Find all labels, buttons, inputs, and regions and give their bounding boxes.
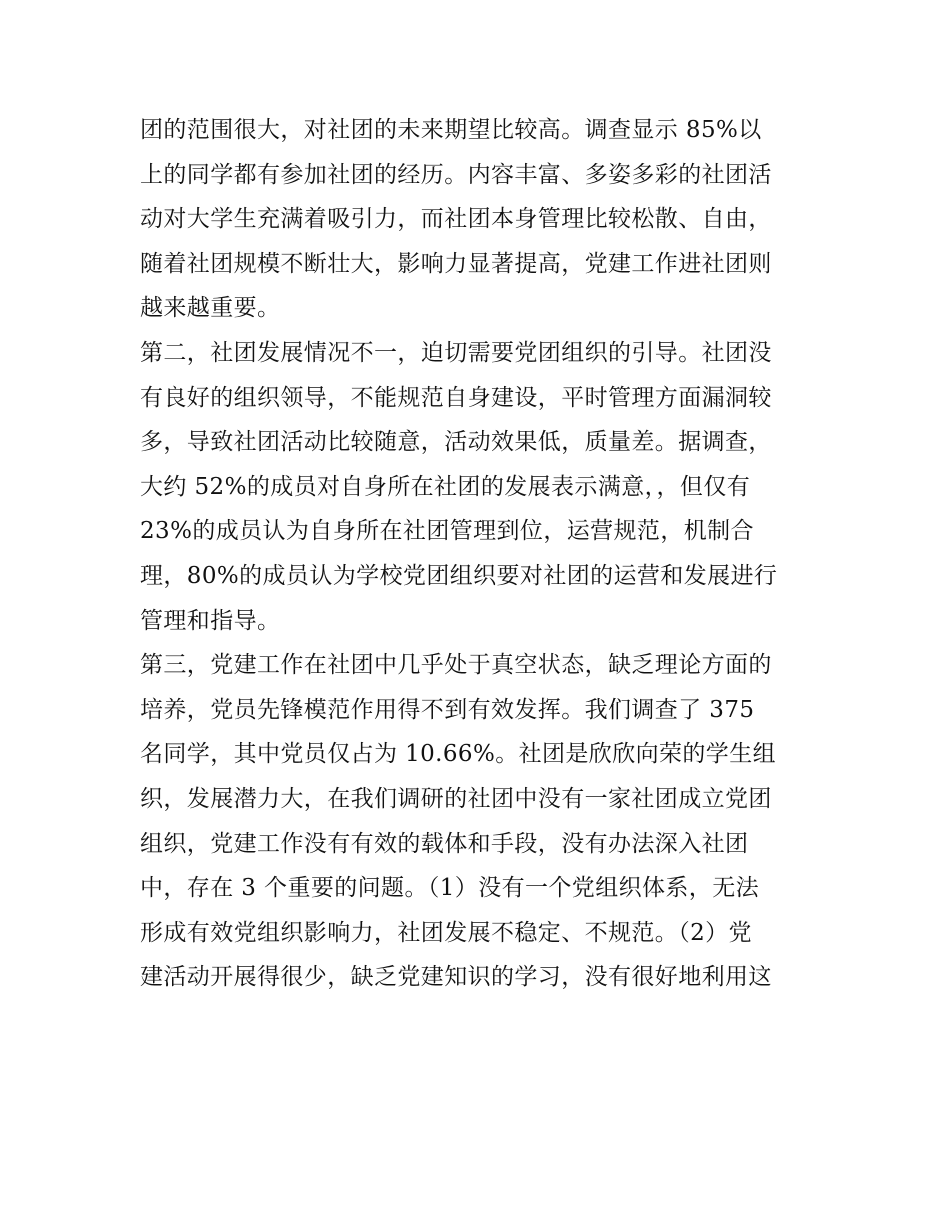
text-line: 建活动开展得很少，缺乏党建知识的学习，没有很好地利用这 [140,964,772,991]
text-line: 织，发展潜力大，在我们调研的社团中没有一家社团成立党团 [140,785,772,812]
text-line: 大约 52%的成员对自身所在社团的发展表示满意，，但仅有 [140,473,751,500]
text-line: 形成有效党组织影响力，社团发展不稳定、不规范。（2）党 [140,919,752,946]
text-line: 随着社团规模不断壮大，影响力显著提高，党建工作进社团则 [140,250,772,277]
text-line: 第三，党建工作在社团中几乎处于真空状态，缺乏理论方面的 [140,652,772,679]
text-line: 多，导致社团活动比较随意，活动效果低，质量差。据调查， [140,429,772,456]
text-line: 团的范围很大，对社团的未来期望比较高。调查显示 85%以 [140,117,762,143]
text-line: 动对大学生充满着吸引力，而社团本身管理比较松散、自由， [140,206,772,233]
text-line: 管理和指导。 [140,607,281,634]
text-line: 上的同学都有参加社团的经历。内容丰富、多姿多彩的社团活 [140,161,772,188]
text-line: 23%的成员认为自身所在社团管理到位，运营规范，机制合 [140,518,754,545]
text-line: 名同学，其中党员仅占为 10.66%。社团是欣欣向荣的学生组 [140,741,777,768]
text-line: 理，80%的成员认为学校党团组织要对社团的运营和发展进行 [140,562,778,589]
text-line: 越来越重要。 [140,295,281,322]
body-text [140,108,820,1000]
text-line: 组织，党建工作没有有效的载体和手段，没有办法深入社团 [140,830,749,857]
text-line: 中，存在 3 个重要的问题。（1）没有一个党组织体系，无法 [140,875,759,902]
text-line: 第二，社团发展情况不一，迫切需要党团组织的引导。社团没 [140,339,772,366]
text-line: 培养，党员先锋模范作用得不到有效发挥。我们调查了 375 [140,696,755,723]
text-line: 有良好的组织领导，不能规范自身建设，平时管理方面漏洞较 [140,384,772,411]
